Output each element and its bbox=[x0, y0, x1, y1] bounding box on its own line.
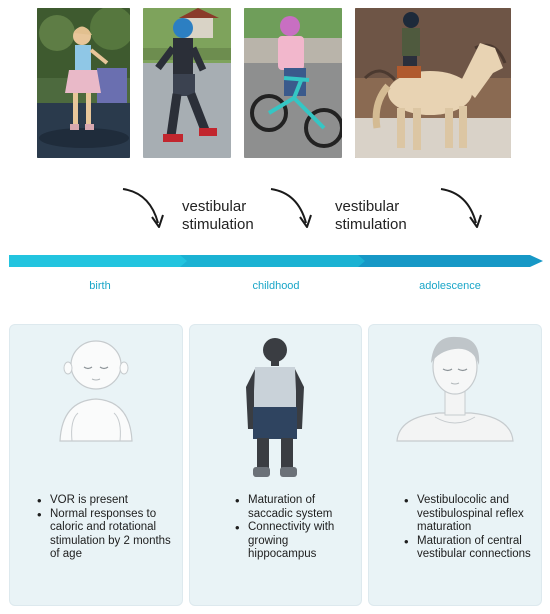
stage-label-adolescence: adolescence bbox=[419, 280, 481, 292]
bullet-list bbox=[230, 494, 358, 562]
timeline-arrow bbox=[0, 248, 550, 274]
stimulation-label: vestibular stimulation bbox=[335, 198, 407, 233]
adolescent-figure bbox=[369, 325, 541, 485]
panel-childhood bbox=[189, 324, 362, 606]
stage-label-childhood: childhood bbox=[252, 280, 300, 292]
stimulation-label: vestibular stimulation bbox=[182, 198, 254, 233]
timeline-segment-childhood bbox=[180, 255, 370, 267]
curved-arrow-icon bbox=[266, 183, 316, 233]
girl-on-trampoline-photo bbox=[37, 8, 130, 158]
curved-arrow-icon bbox=[436, 183, 486, 233]
panel-birth bbox=[9, 324, 183, 606]
bullet-list bbox=[399, 494, 547, 562]
bullet-item: • Vestibulocolic and vestibulospinal reflex maturation bbox=[417, 494, 547, 535]
photo-bicycle bbox=[244, 8, 342, 158]
girl-on-bicycle-photo bbox=[244, 8, 342, 158]
curved-arrow-icon bbox=[118, 183, 168, 233]
bullet-list bbox=[32, 494, 180, 562]
bullet-item: • Maturation of central vestibular connections bbox=[417, 535, 547, 562]
child-figure bbox=[190, 325, 361, 485]
timeline-segment-birth bbox=[9, 255, 192, 267]
timeline-segment-adolescence bbox=[358, 255, 543, 267]
bullet-item: • VOR is present bbox=[50, 494, 180, 508]
bullet-item: • Connectivity with growing hippocampus bbox=[248, 521, 358, 562]
photo-trampoline bbox=[37, 8, 130, 158]
bullet-item: • Normal responses to caloric and rotational stimulation by 2 months of age bbox=[50, 508, 180, 562]
boy-roller-skating-photo bbox=[143, 8, 231, 158]
bullet-item: • Maturation of saccadic system bbox=[248, 494, 358, 521]
photo-roller-skating bbox=[143, 8, 231, 158]
photo-horse-riding bbox=[355, 8, 511, 158]
stage-label-birth: birth bbox=[89, 280, 111, 292]
boy-riding-horse-photo bbox=[355, 8, 511, 158]
panel-adolescence bbox=[368, 324, 542, 606]
infant-figure bbox=[10, 325, 182, 485]
